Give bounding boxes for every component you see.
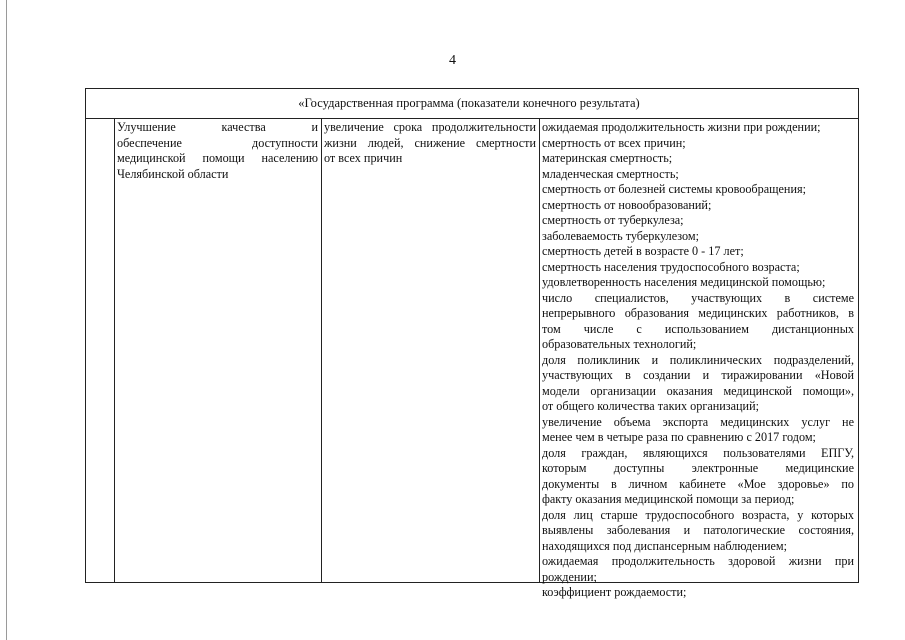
scan-edge-line [6,0,7,640]
indicator-line: младенческая смертность; [542,166,679,181]
indicator-line: которым доступны электронные медицинские [542,461,854,475]
indicator-line: выявлены заболевания и патологические состояния, [542,523,854,537]
indicator-item [542,446,854,508]
indicator-line: смертность от всех причин; [542,135,686,150]
indicator-item [542,120,854,136]
indicator-line: число специалистов, участвующих в системе [542,290,854,305]
page-number: 4 [449,53,456,68]
indicator-line: заболеваемость туберкулезом; [542,228,700,243]
indicator-line: факту оказания медицинской помощи за период; [542,492,795,506]
indicator-line: смертность от новообразований; [542,197,712,212]
indicator-line: смертность населения трудоспособного возраста; [542,259,800,274]
indicator-item [542,554,854,585]
indicator-line: модели организации оказания медицинской помощи», [542,383,854,398]
column-divider [321,118,322,582]
indicator-line: доля лиц старше трудоспособного возраста, у которых [542,507,854,522]
indicator-line: непрерывного образования медицинских работников, в [542,306,854,320]
task-cell [324,120,536,167]
indicator-line: доля граждан, являющихся пользователями ЕПГУ, [542,445,854,460]
goal-line: Улучшение качества и [117,120,318,134]
task-line: жизни людей, снижение смертности [324,135,536,150]
indicator-item [542,198,854,214]
indicator-line: рождении; [542,569,597,584]
indicator-item [542,167,854,183]
indicator-item [542,291,854,353]
indicator-line: участвующих в создании и тиражировании «Новой [542,368,854,382]
indicator-line: материнская смертность; [542,151,673,165]
goal-line: обеспечение доступности [117,135,318,150]
indicator-item [542,508,854,555]
task-line: от всех причин [324,151,403,165]
goal-cell [117,120,318,182]
indicators-cell [542,120,854,601]
task-line: увеличение срока продолжительности [324,120,536,134]
column-divider [114,118,115,582]
indicator-line: удовлетворенность населения медицинской помощью; [542,275,826,289]
indicator-line: том числе с использованием дистанционных [542,321,854,336]
table-header-title: «Государственная программа (показатели конечного результата) [298,96,640,110]
indicator-item [542,229,854,245]
indicator-item [542,182,854,198]
indicator-item [542,415,854,446]
column-divider [539,118,540,582]
indicator-item [542,585,854,601]
indicator-item [542,244,854,260]
indicator-line: менее чем в четыре раза по сравнению с 2017 годом; [542,430,816,444]
indicator-line: доля поликлиник и поликлинических подразделений, [542,352,854,367]
indicator-line: увеличение объема экспорта медицинских услуг не [542,414,854,429]
indicator-line: образовательных технологий; [542,337,697,351]
goal-line: Челябинской области [117,166,229,181]
indicator-line: смертность детей в возрасте 0 - 17 лет; [542,244,744,258]
indicator-item [542,213,854,229]
indicators-table [85,88,859,599]
indicator-line: документы в личном кабинете «Мое здоровье» по [542,476,854,491]
indicator-line: ожидаемая продолжительность жизни при рождении; [542,120,821,134]
indicator-line: ожидаемая продолжительность здоровой жизни при [542,554,854,568]
indicator-item [542,260,854,276]
indicator-line: от общего количества таких организаций; [542,399,759,413]
indicator-item [542,151,854,167]
indicator-item [542,275,854,291]
goal-line: медицинской помощи населению [117,151,318,165]
indicator-line: находящихся под диспансерным наблюдением; [542,538,788,553]
indicator-line: смертность от болезней системы кровообращения; [542,182,806,196]
indicator-line: смертность от туберкулеза; [542,213,684,227]
indicator-item [542,136,854,152]
indicator-line: коэффициент рождаемости; [542,585,687,599]
indicator-item [542,353,854,415]
table-header [86,89,858,119]
